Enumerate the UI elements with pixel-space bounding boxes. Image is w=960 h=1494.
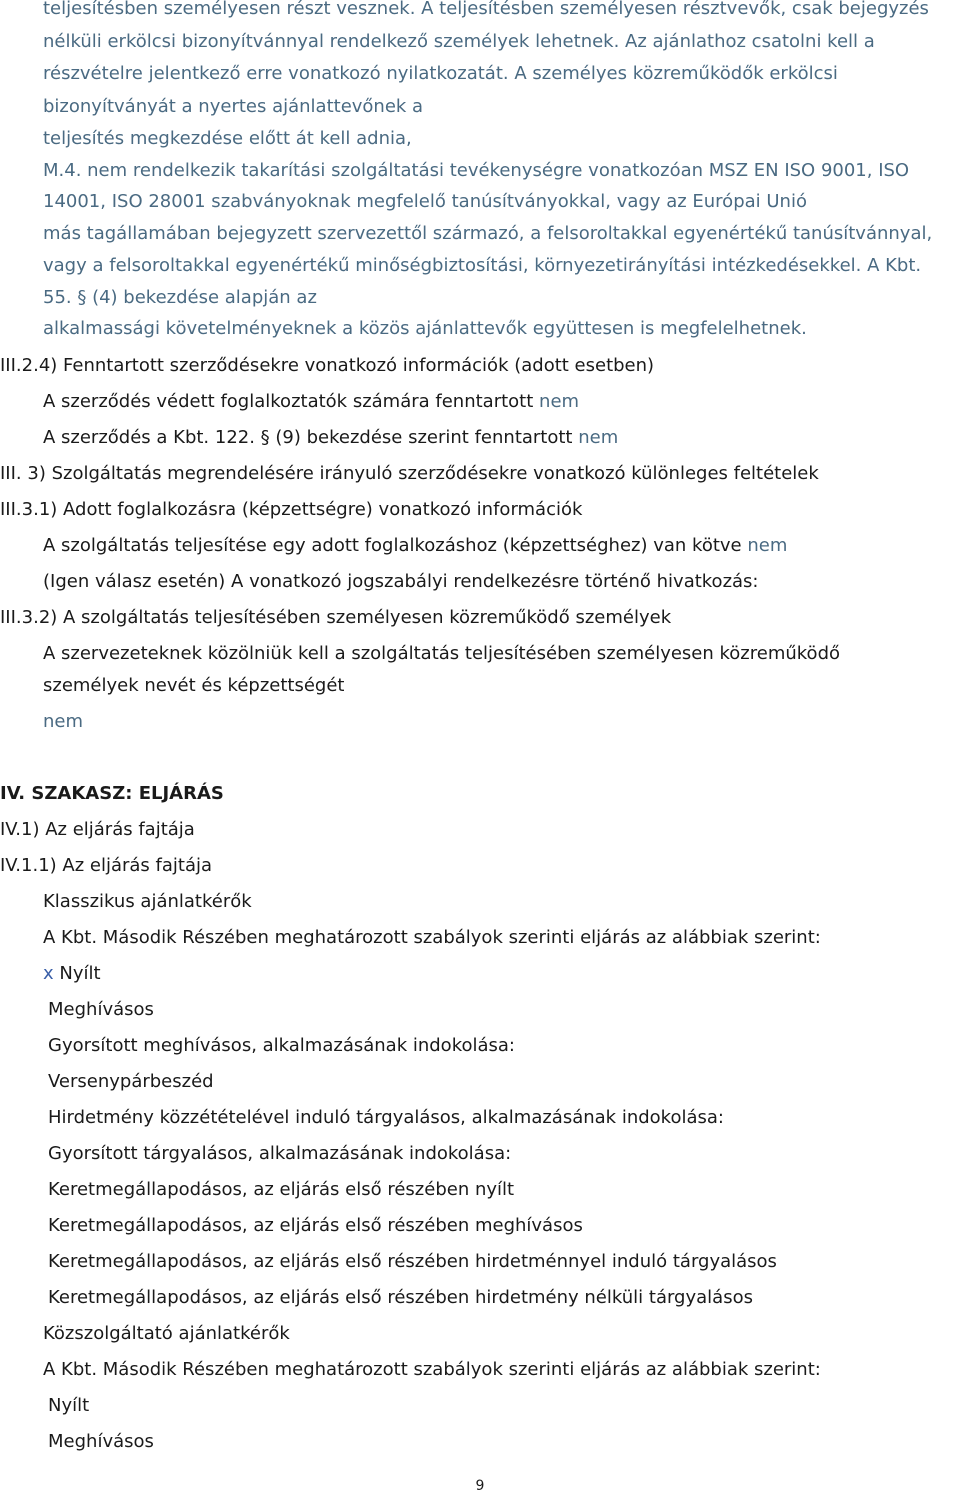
procedure-option-label: Nyílt: [59, 963, 101, 984]
m4-line: alkalmassági követelményeknek a közös ajánlattevők együttesen is megfelelhetnek.: [43, 318, 807, 339]
section-heading-iv: IV. SZAKASZ: ELJÁRÁS: [0, 783, 224, 804]
procedure-option: Gyorsított meghívásos, alkalmazásának indokolása:: [48, 1035, 515, 1056]
page-number: 9: [475, 1478, 485, 1494]
reserved-122-line: [43, 427, 618, 449]
procedure-option: Meghívásos: [48, 999, 154, 1020]
procedure-option: Keretmegállapodásos, az eljárás első részében nyílt: [48, 1179, 515, 1200]
staff-names-line: A szervezeteknek közölniük kell a szolgáltatás teljesítésében személyesen közreműködő: [43, 643, 841, 664]
procedure-option: Keretmegállapodásos, az eljárás első részében meghívásos: [48, 1215, 583, 1236]
procedure-option-open: [43, 963, 101, 985]
m4-line: M.4. nem rendelkezik takarítási szolgáltatási tevékenységre vonatkozóan MSZ EN ISO 9001, ISO: [43, 160, 910, 181]
profession-value: nem: [747, 535, 788, 556]
reserved-sheltered-value: nem: [539, 391, 580, 412]
procedure-option: Gyorsított tárgyalásos, alkalmazásának indokolása:: [48, 1143, 512, 1164]
staff-names-value: nem: [43, 711, 84, 732]
procedure-option: Hirdetmény közzétételével induló tárgyalásos, alkalmazásának indokolása:: [48, 1107, 724, 1128]
utility-contracting-intro: A Kbt. Második Részében meghatározott szabályok szerinti eljárás az alábbiak szerint:: [43, 1359, 821, 1380]
section-heading-iv-1: IV.1) Az eljárás fajtája: [0, 819, 195, 840]
legal-reference-line: (Igen válasz esetén) A vonatkozó jogszabályi rendelkezésre történő hivatkozás:: [43, 571, 759, 592]
intro-line: teljesítésben személyesen részt vesznek. A teljesítésben személyesen résztvevők, csak bejegyzés: [43, 0, 929, 19]
procedure-option: Versenypárbeszéd: [48, 1071, 214, 1092]
m4-line: más tagállamában bejegyzett szervezettől származó, a felsoroltakkal egyenértékű tanúsítvánnyal,: [43, 223, 933, 244]
section-heading-iv-1-1: IV.1.1) Az eljárás fajtája: [0, 855, 213, 876]
reserved-122-value: nem: [578, 427, 619, 448]
section-heading-iii-3: III. 3) Szolgáltatás megrendelésére irányuló szerződésekre vonatkozó különleges feltételek: [0, 463, 819, 484]
section-heading-iii-2-4: III.2.4) Fenntartott szerződésekre vonatkozó információk (adott esetben): [0, 355, 655, 376]
classic-contracting-heading: Klasszikus ajánlatkérők: [43, 891, 252, 912]
staff-names-line: személyek nevét és képzettségét: [43, 675, 345, 696]
profession-text: A szolgáltatás teljesítése egy adott foglalkozáshoz (képzettséghez) van kötve: [43, 535, 742, 556]
m4-line: 14001, ISO 28001 szabványoknak megfelelő tanúsítványokkal, vagy az Európai Unió: [43, 191, 807, 212]
reserved-sheltered-text: A szerződés védett foglalkoztatók számára fenntartott: [43, 391, 534, 412]
intro-line: nélküli erkölcsi bizonyítvánnyal rendelkező személyek lehetnek. Az ajánlathoz csatolni kell a: [43, 31, 875, 52]
utility-procedure-option: Nyílt: [48, 1395, 90, 1416]
profession-line: [43, 535, 787, 557]
utility-contracting-heading: Közszolgáltató ajánlatkérők: [43, 1323, 290, 1344]
classic-contracting-intro: A Kbt. Második Részében meghatározott szabályok szerinti eljárás az alábbiak szerint:: [43, 927, 821, 948]
selected-mark: x: [43, 963, 54, 984]
section-heading-iii-3-1: III.3.1) Adott foglalkozásra (képzettségre) vonatkozó információk: [0, 499, 583, 520]
reserved-122-text: A szerződés a Kbt. 122. § (9) bekezdése szerint fenntartott: [43, 427, 573, 448]
intro-line: részvételre jelentkező erre vonatkozó nyilatkozatát. A személyes közreműködők erkölcsi: [43, 63, 838, 84]
m4-line: 55. § (4) bekezdése alapján az: [43, 287, 317, 308]
procedure-option: Keretmegállapodásos, az eljárás első részében hirdetmény nélküli tárgyalásos: [48, 1287, 753, 1308]
reserved-sheltered-line: [43, 391, 579, 413]
m4-line: vagy a felsoroltakkal egyenértékű minőségbiztosítási, környezetirányítási intézkedésekkel. A Kbt.: [43, 255, 922, 276]
intro-line: bizonyítványát a nyertes ajánlattevőnek a: [43, 96, 424, 117]
intro-line: teljesítés megkezdése előtt át kell adnia,: [43, 128, 412, 149]
section-heading-iii-3-2: III.3.2) A szolgáltatás teljesítésében személyesen közreműködő személyek: [0, 607, 672, 628]
utility-procedure-option: Meghívásos: [48, 1431, 154, 1452]
procedure-option: Keretmegállapodásos, az eljárás első részében hirdetménnyel induló tárgyalásos: [48, 1251, 777, 1272]
